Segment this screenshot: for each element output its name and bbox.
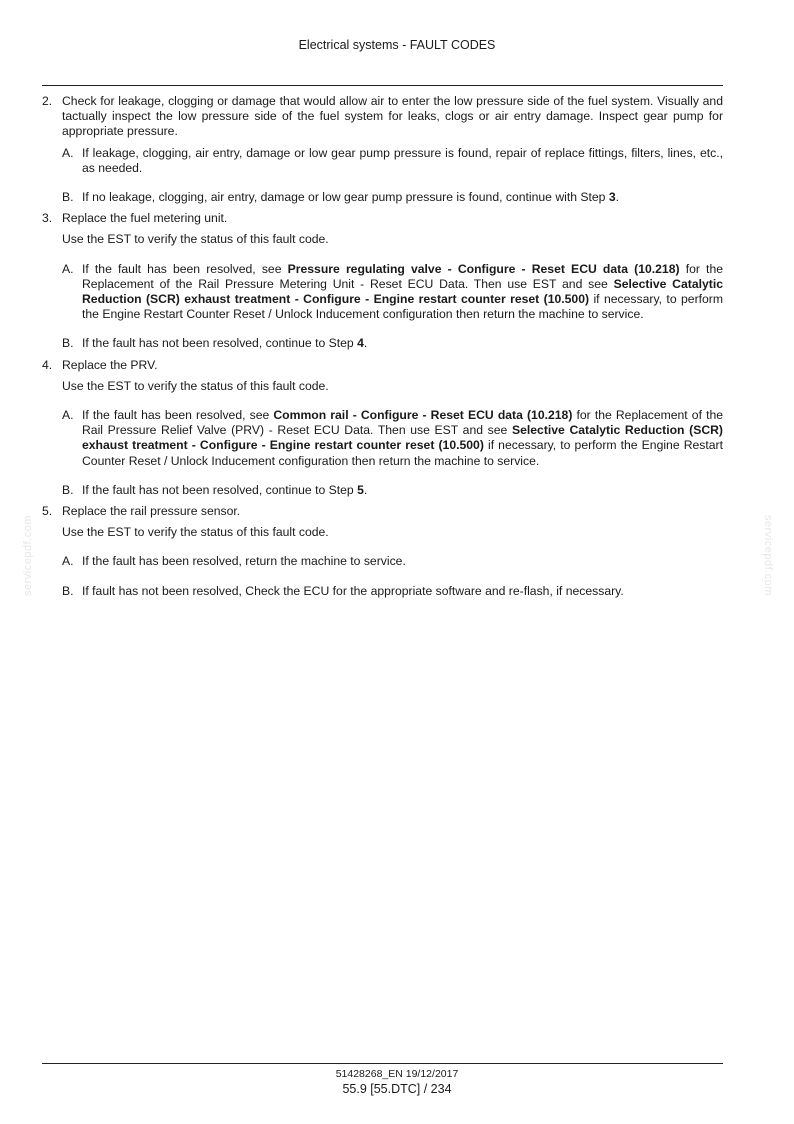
step-number: 5. <box>42 504 53 519</box>
step-text: Replace the PRV. <box>62 357 158 372</box>
sub-letter: B. <box>62 336 74 351</box>
sub-letter: B. <box>62 583 74 598</box>
step-number: 4. <box>42 357 53 372</box>
sub-item-4b <box>62 483 723 498</box>
watermark-left: servicepdf.com <box>22 515 34 596</box>
sub-item-5b <box>62 584 723 599</box>
sub-letter: A. <box>62 145 74 160</box>
step-4 <box>42 358 723 498</box>
sub-item-2a <box>62 146 723 176</box>
sub-text: for the Replacement of the Rail Pressure Relief Valve (PRV) - Reset ECU Data. Then use EST and see <box>82 408 724 438</box>
step-2 <box>42 94 723 140</box>
sub-letter: B. <box>62 190 74 205</box>
sub-letter: A. <box>62 408 74 423</box>
step-instruction: Use the EST to verify the status of this fault code. <box>62 232 329 247</box>
sub-text: for the Replacement of the Rail Pressure Metering Unit - Reset ECU Data. Then use EST and see <box>82 261 723 291</box>
step-3 <box>42 211 723 351</box>
sub-text: If the fault has been resolved, see <box>82 261 288 276</box>
step-5 <box>42 504 723 599</box>
step-instruction: Use the EST to verify the status of this fault code. <box>62 378 329 393</box>
reference-link-pressure-regulating-valve: Pressure regulating valve - Configure - Reset ECU data (10.218) <box>287 261 680 276</box>
sub-text: if necessary, to perform the Engine Restart Counter Reset / Unlock Inducement configuration then return the machine to service. <box>82 438 723 468</box>
sub-text: if necessary, to perform the Engine Restart Counter Reset / Unlock Inducement configuration then return the machine to service. <box>82 292 724 322</box>
sub-text: If the fault has not been resolved, continue to Step <box>82 482 358 497</box>
sub-item-4a <box>62 408 723 469</box>
step-reference: 4 <box>357 336 364 351</box>
footer-page-number: 55.9 [55.DTC] / 234 <box>342 1082 452 1096</box>
sub-letter: A. <box>62 261 74 276</box>
sub-item-3b <box>62 336 723 351</box>
step-instruction: Use the EST to verify the status of this fault code. <box>62 525 329 540</box>
sub-item-5a <box>62 554 723 569</box>
watermark-right: servicepdf.com <box>762 515 774 596</box>
footer-divider <box>42 1063 723 1064</box>
sub-text: If leakage, clogging, air entry, damage or low gear pump pressure is found, repair of replace fittings, filters, lines, etc., as needed. <box>82 145 723 175</box>
sub-text: If no leakage, clogging, air entry, damage or low gear pump pressure is found, continue with Step <box>82 190 609 205</box>
sub-item-2b <box>62 190 723 205</box>
sub-letter: A. <box>62 554 74 569</box>
step-text: Replace the fuel metering unit. <box>62 211 228 226</box>
step-2-subs <box>42 146 723 206</box>
sub-item-3a <box>62 262 723 323</box>
page-header-title: Electrical systems - FAULT CODES <box>298 38 496 52</box>
reference-link-common-rail: Common rail - Configure - Reset ECU data (10.218) <box>273 408 573 423</box>
sub-text-end: . <box>615 190 620 205</box>
header-divider <box>42 85 723 86</box>
sub-text-end: . <box>363 482 368 497</box>
step-number: 3. <box>42 211 53 226</box>
sub-text-end: . <box>363 336 368 351</box>
sub-text: If the fault has not been resolved, continue to Step <box>82 336 358 351</box>
reference-link-scr-restart-counter: Selective Catalytic Reduction (SCR) exhaust treatment - Configure - Engine restart counter reset (10.500) <box>82 276 723 307</box>
reference-link-scr-restart-counter: Selective Catalytic Reduction (SCR) exhaust treatment - Configure - Engine restart counter reset (10.500) <box>82 423 723 453</box>
sub-letter: B. <box>62 482 74 497</box>
step-reference: 5 <box>357 482 364 497</box>
step-number: 2. <box>42 94 53 108</box>
step-reference: 3 <box>608 190 616 205</box>
document-body <box>42 94 723 605</box>
sub-text: If the fault has been resolved, return the machine to service. <box>82 554 406 569</box>
sub-text: If the fault has been resolved, see <box>82 408 274 423</box>
step-text: Check for leakage, clogging or damage that would allow air to enter the low pressure side of the fuel system. Visually and tactually inspect the low pressure side of the fuel system for leaks, clogs or air entry damage. Inspect gear pump for appropriate pressure. <box>62 94 723 139</box>
sub-text: If fault has not been resolved, Check the ECU for the appropriate software and re-flash, if necessary. <box>82 583 624 598</box>
footer-document-code: 51428268_EN 19/12/2017 <box>335 1068 459 1080</box>
step-text: Replace the rail pressure sensor. <box>62 504 241 519</box>
